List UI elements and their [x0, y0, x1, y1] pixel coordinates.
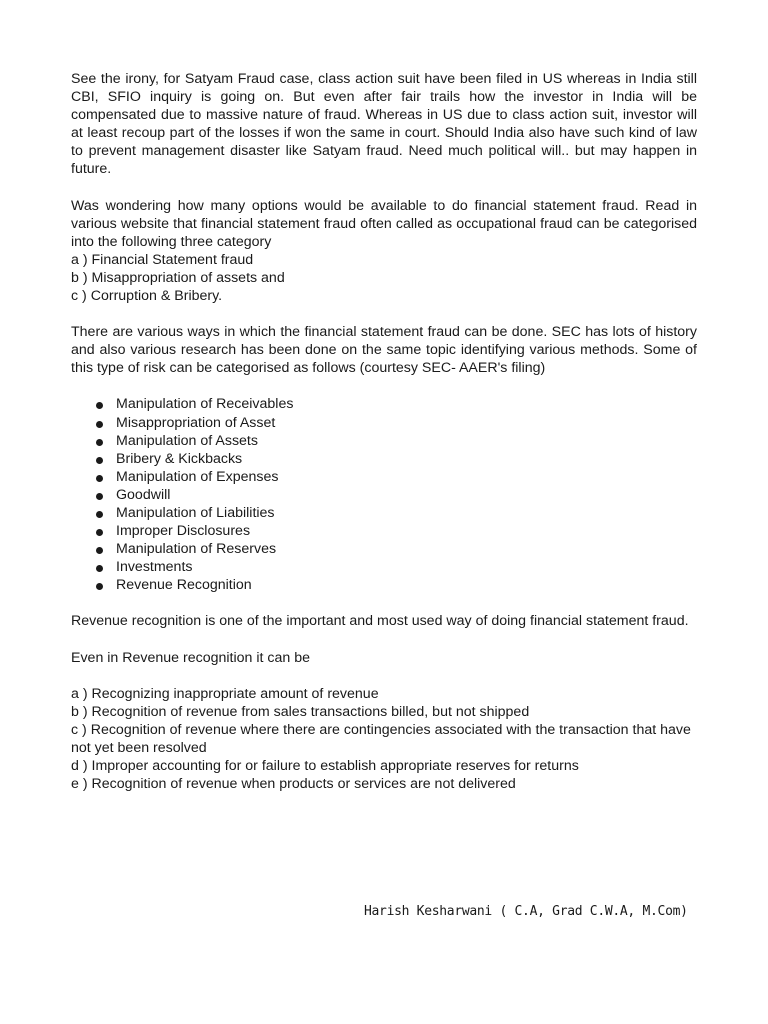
- bullet-icon: [96, 529, 103, 536]
- risk-type-list: [71, 395, 697, 594]
- revenue-fraud-item: c ) Recognition of revenue where there are contingencies associated with the transaction that have not yet been resolved: [71, 721, 691, 756]
- risk-type-item: Manipulation of Reserves: [71, 540, 697, 558]
- bullet-icon: [96, 421, 103, 428]
- bullet-icon: [96, 511, 103, 518]
- revenue-fraud-item: e ) Recognition of revenue when products or services are not delivered: [71, 776, 516, 793]
- paragraph-sec-methods: There are various ways in which the financial statement fraud can be done. SEC has lots of history and also various research has been done on the same topic identifying various methods. Some of this type of risk can be categorised as follows (courtesy SEC- AAER's filing): [71, 324, 697, 377]
- revenue-fraud-item: d ) Improper accounting for or failure to establish appropriate reserves for returns: [71, 758, 579, 774]
- risk-type-item: Revenue Recognition: [71, 576, 697, 594]
- bullet-icon: [96, 547, 103, 554]
- bullet-icon: [96, 583, 103, 590]
- bullet-icon: [96, 565, 103, 572]
- fraud-category-item: c ) Corruption & Bribery.: [71, 288, 223, 305]
- risk-type-item: Manipulation of Receivables: [71, 395, 697, 413]
- risk-type-item: Goodwill: [71, 486, 697, 504]
- paragraph-revenue-intro: Even in Revenue recognition it can be: [71, 649, 310, 666]
- fraud-category-item: b ) Misappropriation of assets and: [71, 269, 285, 286]
- risk-type-item: Investments: [71, 558, 697, 576]
- paragraph-revenue-recognition: Revenue recognition is one of the important and most used way of doing financial statement fraud.: [71, 613, 689, 630]
- bullet-icon: [96, 402, 103, 409]
- risk-type-item: Manipulation of Assets: [71, 432, 697, 450]
- bullet-icon: [96, 457, 103, 464]
- risk-type-item: Bribery & Kickbacks: [71, 450, 697, 468]
- bullet-icon: [96, 439, 103, 446]
- author-signature: Harish Kesharwani ( C.A, Grad C.W.A, M.Com): [364, 904, 688, 919]
- fraud-category-list: [71, 251, 697, 305]
- fraud-category-item: a ) Financial Statement fraud: [71, 251, 254, 268]
- risk-type-item: Manipulation of Liabilities: [71, 504, 697, 522]
- bullet-icon: [96, 475, 103, 482]
- revenue-fraud-item: b ) Recognition of revenue from sales transactions billed, but not shipped: [71, 703, 530, 720]
- bullet-icon: [96, 493, 103, 500]
- paragraph-satyam-irony: See the irony, for Satyam Fraud case, class action suit have been filed in US whereas in India still CBI, SFIO inquiry is going on. But even after fair trails how the investor in India will be compensated due to massive nature of fraud. Whereas in US due to class action suit, investor will at least recoup part of the losses if won the same in court. Should India also have such kind of law to prevent management disaster like Satyam fraud. Need much political will.. but may happen in future.: [71, 71, 697, 178]
- paragraph-fraud-options: Was wondering how many options would be available to do financial statement fraud. Read in various website that financial statement fraud often called as occupational fraud can be categorised into the following three category: [71, 197, 697, 250]
- risk-type-item: Misappropriation of Asset: [71, 414, 697, 432]
- document-body: [71, 70, 697, 793]
- revenue-fraud-item: a ) Recognizing inappropriate amount of revenue: [71, 685, 379, 702]
- risk-type-item: Improper Disclosures: [71, 522, 697, 540]
- revenue-fraud-list: [71, 685, 697, 794]
- risk-type-item: Manipulation of Expenses: [71, 468, 697, 486]
